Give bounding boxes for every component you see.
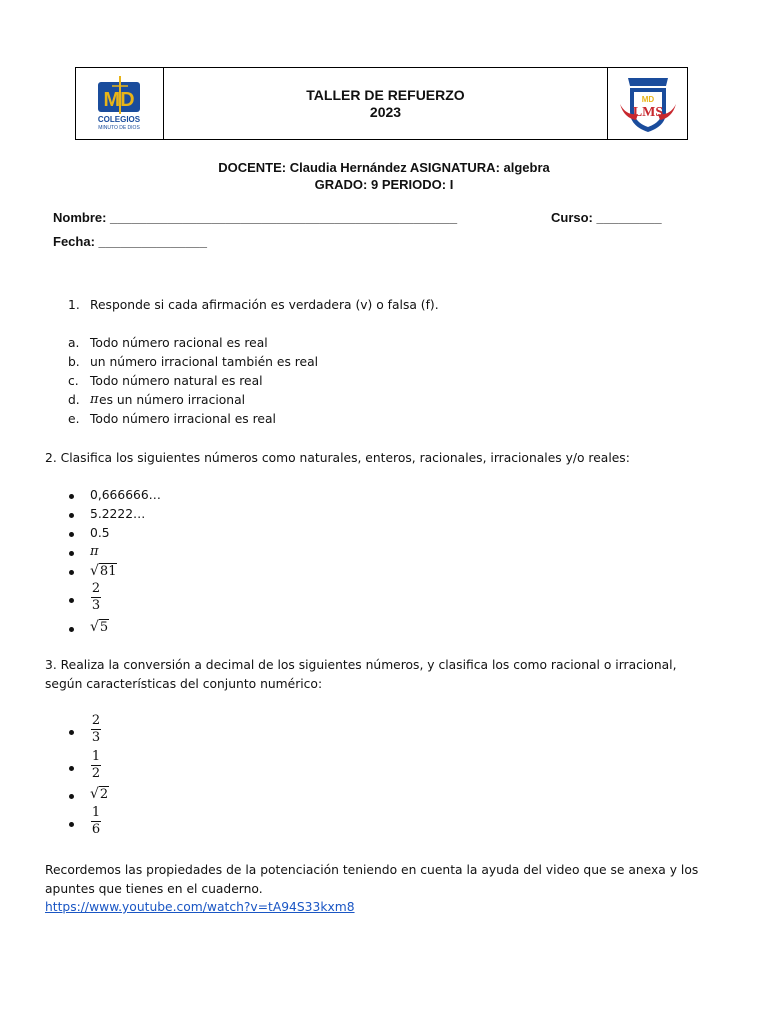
bullet-icon [69, 532, 74, 537]
list-item-label: b. [68, 355, 80, 369]
fraction-numerator: 2 [91, 581, 101, 596]
svg-text:MINUTO DE DIOS: MINUTO DE DIOS [97, 124, 140, 131]
sqrt-expression [90, 619, 109, 635]
svg-text:MD: MD [102, 88, 135, 111]
crest-logo-cell [607, 68, 687, 139]
lms-crest-icon [616, 72, 680, 136]
bullet-icon [69, 766, 74, 771]
fraction-numerator: 1 [91, 805, 101, 820]
fraction [90, 805, 102, 838]
bullet-icon [69, 551, 74, 556]
name-field[interactable]: Nombre: ________________________________________________ [53, 210, 458, 225]
sqrt-argument: 81 [99, 564, 117, 579]
list-item-label: a. [68, 336, 80, 350]
radical-icon: √ [90, 563, 99, 579]
question-1-number: 1. [68, 298, 80, 312]
list-item: 0,666666… [90, 488, 161, 502]
pi-symbol: π [90, 392, 99, 407]
video-link[interactable]: https://www.youtube.com/watch?v=tA94S33kxm8 [45, 900, 355, 914]
list-item-label: e. [68, 412, 80, 426]
list-item-label: c. [68, 374, 79, 388]
bullet-icon [69, 822, 74, 827]
footer-text: Recordemos las propiedades de la potenciación teniendo en cuenta la ayuda del video que se anexa y los apuntes que tienes en el cuaderno. [45, 863, 699, 896]
date-field[interactable]: Fecha: _______________ [53, 234, 207, 249]
list-item: 0.5 [90, 526, 110, 540]
list-item: Todo número irracional es real [90, 412, 276, 426]
question-2-prompt: 2. Clasifica los siguientes números como naturales, enteros, racionales, irracionales y/o reales: [45, 451, 630, 465]
svg-text:COLEGIOS: COLEGIOS [97, 114, 140, 124]
list-item: Todo número natural es real [90, 374, 263, 388]
fraction-denominator: 3 [91, 598, 101, 613]
bullet-icon [69, 598, 74, 603]
fraction-numerator: 1 [91, 749, 101, 764]
bullet-icon [69, 794, 74, 799]
teacher-subject-line: DOCENTE: Claudia Hernández ASIGNATURA: algebra [218, 160, 550, 175]
fraction-denominator: 6 [91, 822, 101, 837]
fraction [90, 713, 102, 746]
page-year: 2023 [369, 103, 402, 120]
md-logo-icon [90, 74, 150, 134]
list-item: es un número irracional [99, 393, 246, 407]
radical-icon: √ [90, 786, 99, 802]
radical-icon: √ [90, 619, 99, 635]
school-logo-cell [76, 68, 164, 139]
list-item: π [90, 544, 99, 559]
sqrt-expression [90, 786, 109, 802]
sqrt-expression [90, 563, 117, 579]
course-field[interactable]: Curso: _________ [551, 210, 662, 225]
fraction [90, 581, 102, 614]
bullet-icon [69, 570, 74, 575]
svg-text:LMS: LMS [632, 104, 663, 120]
bullet-icon [69, 627, 74, 632]
fraction-numerator: 2 [91, 713, 101, 728]
fraction-denominator: 3 [91, 730, 101, 745]
question-1-prompt: Responde si cada afirmación es verdadera (v) o falsa (f). [90, 298, 439, 312]
header-title-cell [164, 68, 607, 139]
sqrt-argument: 2 [99, 787, 109, 802]
bullet-icon [69, 494, 74, 499]
bullet-icon [69, 513, 74, 518]
grade-period-line: GRADO: 9 PERIODO: I [314, 177, 454, 192]
question-3-prompt: 3. Realiza la conversión a decimal de los siguientes números, y clasifica los como racional o irracional, según características del conjunto numérico: [45, 658, 677, 691]
page-title: TALLER DE REFUERZO [306, 86, 465, 103]
fraction-denominator: 2 [91, 766, 101, 781]
svg-text:MD: MD [641, 94, 654, 104]
list-item: un número irracional también es real [90, 355, 319, 369]
header-box [75, 67, 688, 140]
sqrt-argument: 5 [99, 620, 109, 635]
list-item-label: d. [68, 393, 80, 407]
list-item: 5.2222… [90, 507, 146, 521]
bullet-icon [69, 730, 74, 735]
fraction [90, 749, 102, 782]
list-item: Todo número racional es real [90, 336, 268, 350]
